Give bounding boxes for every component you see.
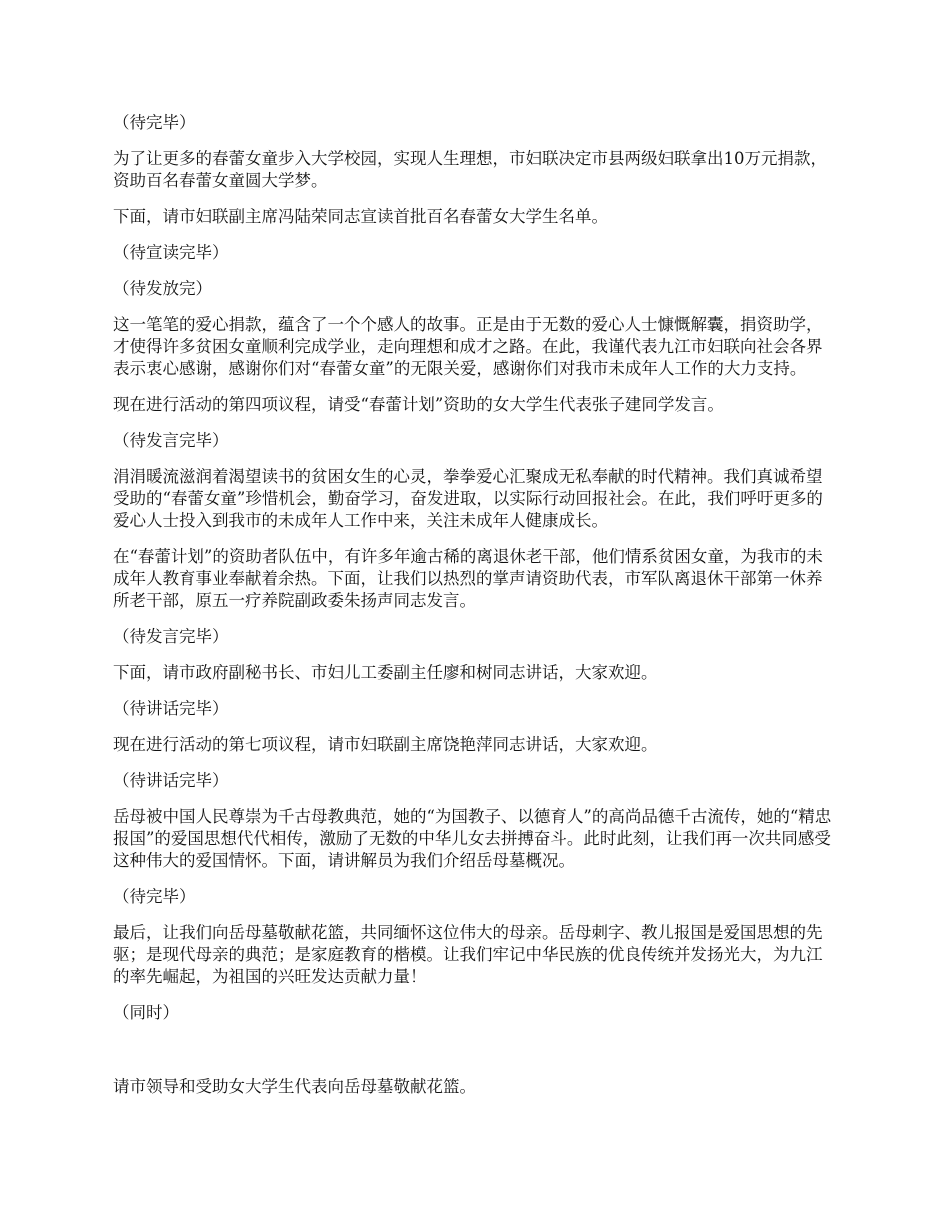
paragraph-10: 在“春蕾计划”的资助者队伍中，有许多年逾古稀的离退休老干部，他们情系贫困女童，为我市的未成年人教育事业奉献着余热。下面，让我们以热烈的掌声请资助代表，市军队离退休干部第一休养所老干部，原五一疗养院副政委朱扬声同志发言。 (113, 547, 823, 610)
paragraph-18: 最后，让我们向岳母墓敬献花篮，共同缅怀这位伟大的母亲。岳母刺字、教儿报国是爱国思想的先驱；是现代母亲的典范；是家庭教育的楷模。让我们牢记中华民族的优良传统并发扬光大，为九江的率先崛起，为祖国的兴旺发达贡献力量！ (113, 923, 823, 986)
paragraph-11: （待发言完毕） (113, 627, 229, 646)
paragraph-5: （待发放完） (113, 279, 212, 298)
paragraph-14: 现在进行活动的第七项议程，请市妇联副主席饶艳萍同志讲话，大家欢迎。 (113, 735, 658, 754)
paragraph-13: （待讲话完毕） (113, 699, 229, 718)
paragraph-6: 这一笔笔的爱心捐款，蕴含了一个个感人的故事。正是由于无数的爱心人士慷慨解囊，捐资助学，才使得许多贫困女童顺利完成学业，走向理想和成才之路。在此，我谨代表九江市妇联向社会各界表示衷心感谢，感谢你们对“春蕾女童”的无限关爱，感谢你们对我市未成年人工作的大力支持。 (113, 315, 823, 378)
paragraph-20: 请市领导和受助女大学生代表向岳母墓敬献花篮。 (113, 1077, 476, 1096)
paragraph-19: （同时） (113, 1003, 179, 1022)
paragraph-15: （待讲话完毕） (113, 771, 229, 790)
paragraph-17: （待完毕） (113, 887, 196, 906)
paragraph-4: （待宣读完毕） (113, 243, 229, 262)
paragraph-9: 涓涓暖流滋润着渴望读书的贫困女生的心灵，拳拳爱心汇聚成无私奉献的时代精神。我们真诚希望受助的“春蕾女童”珍惜机会，勤奋学习，奋发进取，以实际行动回报社会。在此，我们呼吁更多的爱心人士投入到我市的未成年人工作中来，关注未成年人健康成长。 (113, 467, 823, 530)
paragraph-2: 为了让更多的春蕾女童步入大学校园，实现人生理想，市妇联决定市县两级妇联拿出10万元捐款，资助百名春蕾女童圆大学梦。 (113, 149, 827, 190)
paragraph-3: 下面，请市妇联副主席冯陆荣同志宣读首批百名春蕾女大学生名单。 (113, 207, 608, 226)
paragraph-12: 下面，请市政府副秘书长、市妇儿工委副主任廖和树同志讲话，大家欢迎。 (113, 663, 658, 682)
paragraph-1: （待完毕） (113, 113, 196, 132)
paragraph-16: 岳母被中国人民尊崇为千古母教典范，她的“为国教子、以德育人”的高尚品德千古流传，她的“精忠报国”的爱国思想代代相传，激励了无数的中华儿女去拼搏奋斗。此时此刻，让我们再一次共同感受这种伟大的爱国情怀。下面，请讲解员为我们介绍岳母墓概况。 (113, 807, 832, 870)
paragraph-7: 现在进行活动的第四项议程，请受“春蕾计划”资助的女大学生代表张子建同学发言。 (113, 395, 724, 414)
paragraph-8: （待发言完毕） (113, 431, 229, 450)
